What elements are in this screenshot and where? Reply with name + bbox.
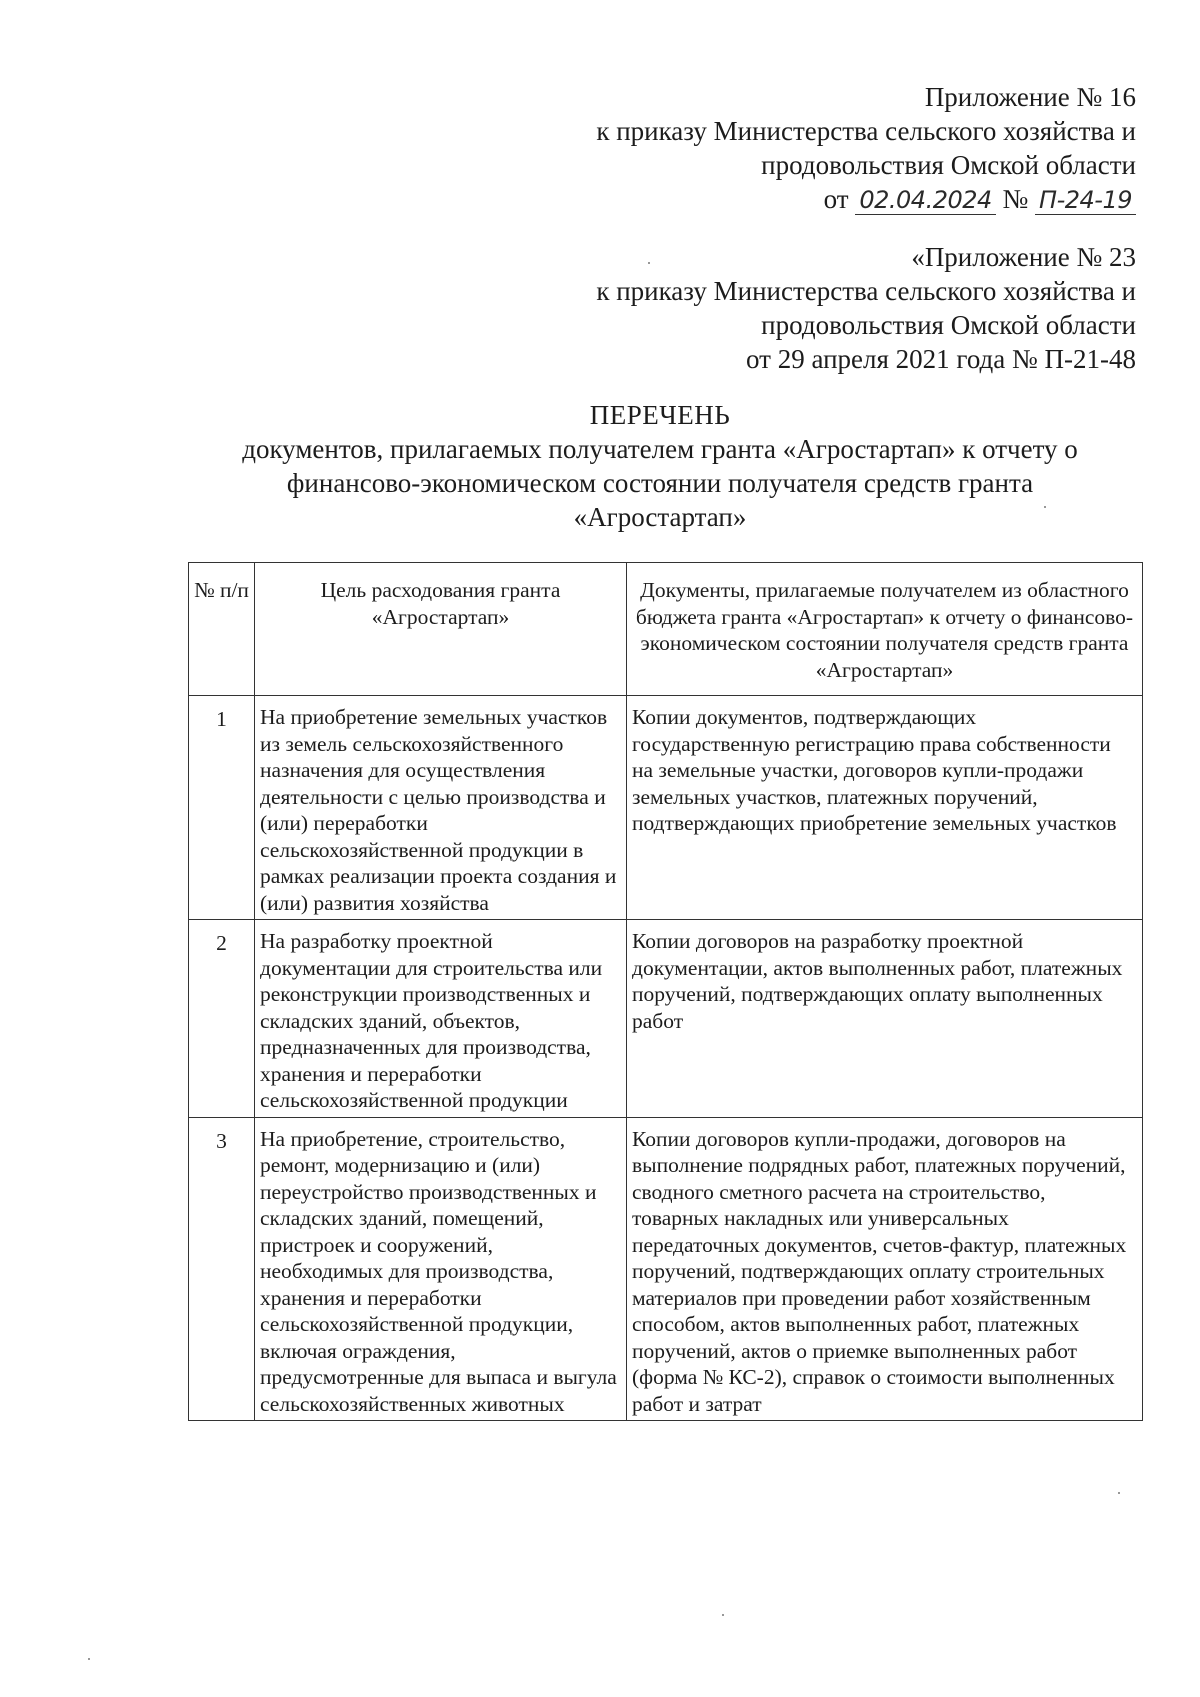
approval-line-3: продовольствия Омской области bbox=[761, 150, 1136, 180]
handwritten-date: 02.04.2024 bbox=[855, 186, 995, 215]
appendix-block bbox=[596, 240, 1136, 376]
row-documents: Копии договоров на разработку проектной документации, актов выполненных работ, платежных поручений, подтверждающих оплату выполненных работ bbox=[627, 920, 1143, 1118]
appendix-line-2: к приказу Министерства сельского хозяйства и bbox=[596, 276, 1136, 306]
approval-line-1: Приложение № 16 bbox=[924, 82, 1136, 112]
appendix-line-3: продовольствия Омской области bbox=[761, 310, 1136, 340]
title-line-2: финансово-экономическом состоянии получателя средств гранта bbox=[286, 468, 1034, 498]
header-documents: Документы, прилагаемые получателем из областного бюджета гранта «Агростартап» к отчету о финансово-экономическом состоянии получателя средств гранта «Агростартап» bbox=[627, 563, 1143, 696]
title-heading: ПЕРЕЧЕНЬ bbox=[589, 400, 731, 430]
title-line-1: документов, прилагаемых получателем гранта «Агростартап» к отчету о bbox=[242, 434, 1078, 464]
row-purpose: На приобретение земельных участков из земель сельскохозяйственного назначения для осуществления деятельности с целью производства и (или) переработки сельскохозяйственной продукции в рамках реализации проекта создания и (или) развития хозяйства bbox=[255, 696, 627, 920]
table-row bbox=[189, 1117, 1143, 1421]
title-line-3: «Агростартап» bbox=[573, 502, 747, 532]
handwritten-number: П-24-19 bbox=[1035, 186, 1136, 215]
approval-line-2: к приказу Министерства сельского хозяйства и bbox=[596, 116, 1136, 146]
date-prefix: от bbox=[823, 184, 849, 214]
header-purpose: Цель расходования гранта «Агростартап» bbox=[255, 563, 627, 696]
row-purpose: На разработку проектной документации для строительства или реконструкции производственных и складских зданий, объектов, предназначенных для производства, хранения и переработки сельскохозяйственной продукции bbox=[255, 920, 627, 1118]
scan-speck bbox=[88, 1658, 90, 1660]
approval-block bbox=[596, 80, 1136, 217]
table-header-row bbox=[189, 563, 1143, 696]
table-row bbox=[189, 920, 1143, 1118]
header-number: № п/п bbox=[189, 563, 255, 696]
row-number: 1 bbox=[189, 696, 255, 920]
row-purpose: На приобретение, строительство, ремонт, модернизацию и (или) переустройство производственных и складских зданий, помещений, пристроек и сооружений, необходимых для производства, хранения и переработки сельскохозяйственной продукции, включая ограждения, предусмотренные для выпаса и выгула сельскохозяйственных животных bbox=[255, 1117, 627, 1421]
document-title bbox=[160, 398, 1160, 534]
appendix-line-4: от 29 апреля 2021 года № П-21-48 bbox=[746, 344, 1136, 374]
row-documents: Копии договоров купли-продажи, договоров на выполнение подрядных работ, платежных поручений, сводного сметного расчета на строительство, товарных накладных или универсальных передаточных документов, счетов-фактур, платежных поручений, подтверждающих оплату строительных материалов при проведении работ хозяйственным способом, актов выполненных работ, платежных поручений, актов о приемке выполненных работ (форма № КС-2), справок о стоимости выполненных работ и затрат bbox=[627, 1117, 1143, 1421]
number-prefix: № bbox=[1002, 184, 1029, 214]
row-number: 3 bbox=[189, 1117, 255, 1421]
row-number: 2 bbox=[189, 920, 255, 1118]
appendix-line-1: «Приложение № 23 bbox=[911, 242, 1136, 272]
documents-table bbox=[188, 562, 1143, 1421]
table-row bbox=[189, 696, 1143, 920]
scan-speck bbox=[1118, 1492, 1120, 1494]
scan-speck bbox=[1044, 506, 1046, 508]
approval-date-number-line bbox=[596, 182, 1136, 217]
row-documents: Копии документов, подтверждающих государственную регистрацию права собственности на земельные участки, договоров купли-продажи земельных участков, платежных поручений, подтверждающих приобретение земельных участков bbox=[627, 696, 1143, 920]
scan-speck bbox=[648, 262, 650, 264]
scan-speck bbox=[722, 1614, 724, 1616]
